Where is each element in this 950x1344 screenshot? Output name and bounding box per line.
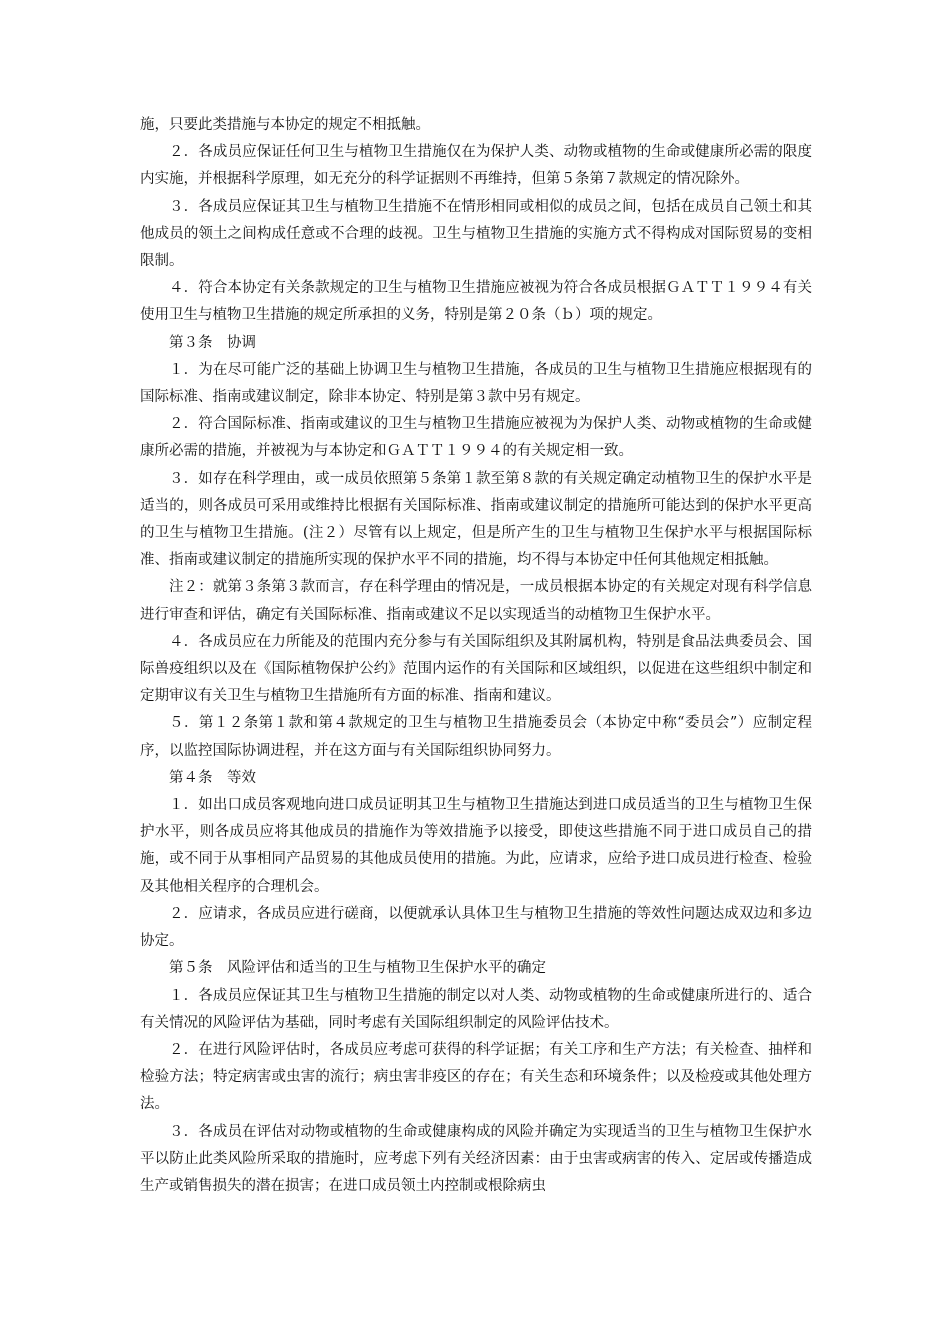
paragraph: ４．符合本协定有关条款规定的卫生与植物卫生措施应被视为符合各成员根据ＧＡＴＴ１９９４有关使用卫生与植物卫生措施的规定所承担的义务，特别是第２０条（ｂ）项的规定。 [140, 280, 812, 324]
article-heading: 第５条 风险评估和适当的卫生与植物卫生保护水平的确定 [169, 960, 546, 977]
document-page [140, 112, 812, 1200]
footnote: 注２：就第３条第３款而言，存在科学理由的情况是，一成员根据本协定的有关规定对现有科学信息进行审查和评估，确定有关国际标准、指南或建议不足以实现适当的动植物卫生保护水平。 [140, 579, 812, 623]
article-heading: 第４条 等效 [169, 769, 256, 786]
paragraph: ２．应请求，各成员应进行磋商，以便就承认具体卫生与植物卫生措施的等效性问题达成双边和多边协定。 [140, 905, 812, 950]
paragraph: ３．各成员应保证其卫生与植物卫生措施不在情形相同或相似的成员之间，包括在成员自己领土和其他成员的领土之间构成任意或不合理的歧视。卫生与植物卫生措施的实施方式不得构成对国际贸易的变相限制。 [140, 198, 812, 270]
paragraph: ２．符合国际标准、指南或建议的卫生与植物卫生措施应被视为为保护人类、动物或植物的生命或健康所必需的措施，并被视为与本协定和ＧＡＴＴ１９９４的有关规定相一致。 [140, 416, 812, 460]
paragraph: ２．在进行风险评估时，各成员应考虑可获得的科学证据；有关工序和生产方法；有关检查、抽样和检验方法；特定病害或虫害的流行；病虫害非疫区的存在；有关生态和环境条件；以及检疫或其他处理方法。 [140, 1041, 812, 1113]
paragraph: ２．各成员应保证任何卫生与植物卫生措施仅在为保护人类、动物或植物的生命或健康所必需的限度内实施，并根据科学原理，如无充分的科学证据则不再维持，但第５条第７款规定的情况除外。 [140, 144, 812, 188]
paragraph: 施，只要此类措施与本协定的规定不相抵触。 [140, 117, 430, 133]
article-heading: 第３条 协调 [169, 334, 256, 351]
paragraph: ３．各成员在评估对动物或植物的生命或健康构成的风险并确定为实现适当的卫生与植物卫生保护水平以防止此类风险所采取的措施时，应考虑下列有关经济因素：由于虫害或病害的传入、定居或传播造成生产或销售损失的潜在损害；在进口成员领土内控制或根除病虫 [140, 1123, 812, 1194]
paragraph: ４．各成员应在力所能及的范围内充分参与有关国际组织及其附属机构，特别是食品法典委员会、国际兽疫组织以及在《国际植物保护公约》范围内运作的有关国际和区域组织，以促进在这些组织中制定和定期审议有关卫生与植物卫生措施所有方面的标准、指南和建议。 [140, 633, 812, 705]
paragraph: １．各成员应保证其卫生与植物卫生措施的制定以对人类、动物或植物的生命或健康所进行的、适合有关情况的风险评估为基础，同时考虑有关国际组织制定的风险评估技术。 [140, 987, 812, 1031]
paragraph: １．为在尽可能广泛的基础上协调卫生与植物卫生措施，各成员的卫生与植物卫生措施应根据现有的国际标准、指南或建议制定，除非本协定、特别是第３款中另有规定。 [140, 361, 812, 406]
paragraph: １．如出口成员客观地向进口成员证明其卫生与植物卫生措施达到进口成员适当的卫生与植物卫生保护水平，则各成员应将其他成员的措施作为等效措施予以接受，即使这些措施不同于进口成员自己的措施，或不同于从事相同产品贸易的其他成员使用的措施。为此，应请求，应给予进口成员进行检查、检验及其他相关程序的合理机会。 [140, 797, 812, 895]
paragraph: ５．第１２条第１款和第４款规定的卫生与植物卫生措施委员会（本协定中称“委员会”）应制定程序，以监控国际协调进程，并在这方面与有关国际组织协同努力。 [140, 715, 812, 759]
paragraph: ３．如存在科学理由，或一成员依照第５条第１款至第８款的有关规定确定动植物卫生的保护水平是适当的，则各成员可采用或维持比根据有关国际标准、指南或建议制定的措施所可能达到的保护水平更高的卫生与植物卫生措施。(注２）尽管有以上规定，但是所产生的卫生与植物卫生保护水平与根据国际标准、指南或建议制定的措施所实现的保护水平不同的措施，均不得与本协定中任何其他规定相抵触。 [140, 470, 812, 569]
